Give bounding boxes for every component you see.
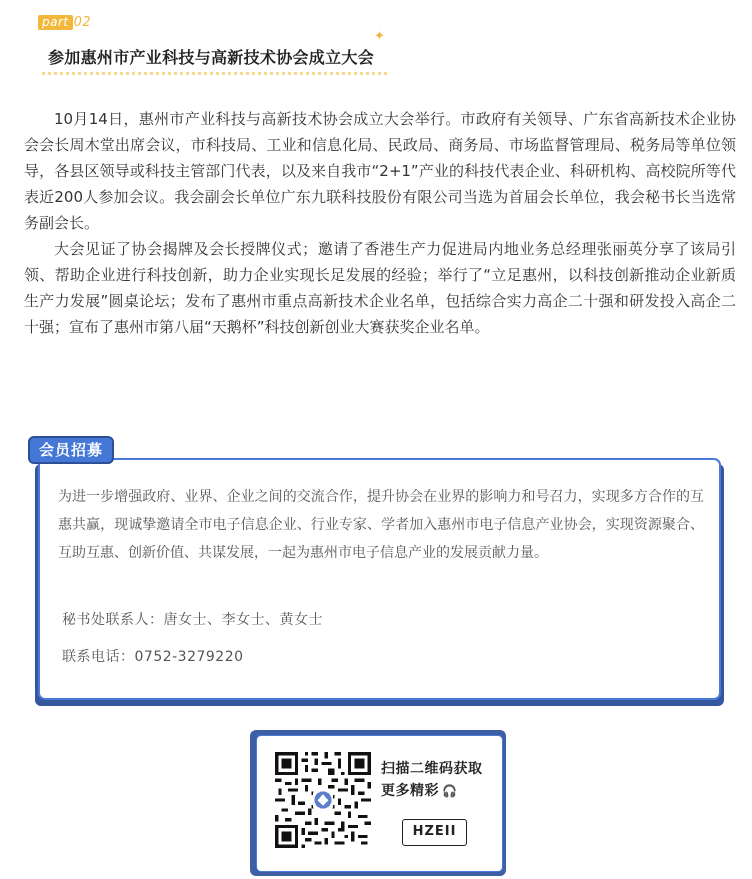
headphone-icon: 🎧 — [442, 784, 458, 798]
section-title-block — [42, 29, 392, 80]
title-underline — [42, 72, 387, 75]
article-paragraph: 10月14日，惠州市产业科技与高新技术协会成立大会举行。市政府有关领导、广东省高新技术企业协会会长周木堂出席会议，市科技局、工业和信息化局、民政局、商务局、市场监督管理局、税务局等单位领导，各县区领导或科技主管部门代表，以及来自我市“2+1”产业的科技代表企业、科研机构、高校院所等代表近200人参加会议。我会副会长单位广东九联科技股份有限公司当选为首届会长单位，我会秘书长当选常务副会长。 — [24, 110, 736, 232]
member-description-text: 为进一步增强政府、业界、企业之间的交流合作，提升协会在业界的影响力和号召力，实现多方合作的互惠共赢，现诚挚邀请全市电子信息企业、行业专家、学者加入惠州市电子信息产业协会，实现资源聚合、互助互惠、创新价值、共谋发展，一起为惠州市电子信息产业的发展贡献力量。 — [58, 489, 704, 561]
contact-phone: 联系电话：0752-3279220 — [62, 649, 244, 665]
qr-code-icon[interactable] — [275, 752, 371, 848]
member-recruitment-tag: 会员招募 — [28, 436, 114, 464]
article-paragraph: 大会见证了协会揭牌及会长授牌仪式；邀请了香港生产力促进局内地业务总经理张丽英分享了该局引领、帮助企业进行科技创新，助力企业实现长足发展的经验；举行了“立足惠州，以科技创新推动企业新质生产力发展”圆桌论坛；发布了惠州市重点高新技术企业名单，包括综合实力高企二十强和研发投入高企二十强；宣布了惠州市第八届“天鹅杯”科技创新创业大赛获奖企业名单。 — [24, 240, 736, 336]
hzeii-brand-button[interactable]: HZEII — [402, 819, 467, 846]
qr-caption — [381, 758, 483, 802]
member-description — [58, 483, 704, 567]
part-label: part — [38, 15, 73, 30]
section-title: 参加惠州市产业科技与高新技术协会成立大会 — [48, 48, 375, 67]
part-number: 02 — [73, 15, 92, 30]
part-tag — [38, 14, 91, 31]
qr-caption-line1: 扫描二维码获取 — [381, 761, 483, 777]
qr-caption-line2-text: 更多精彩 — [381, 783, 439, 799]
qr-caption-line2 — [381, 780, 483, 802]
sparkle-icon: ✦ — [374, 29, 385, 44]
article-body — [24, 106, 736, 340]
contact-people: 秘书处联系人：唐女士、李女士、黄女士 — [62, 612, 323, 628]
